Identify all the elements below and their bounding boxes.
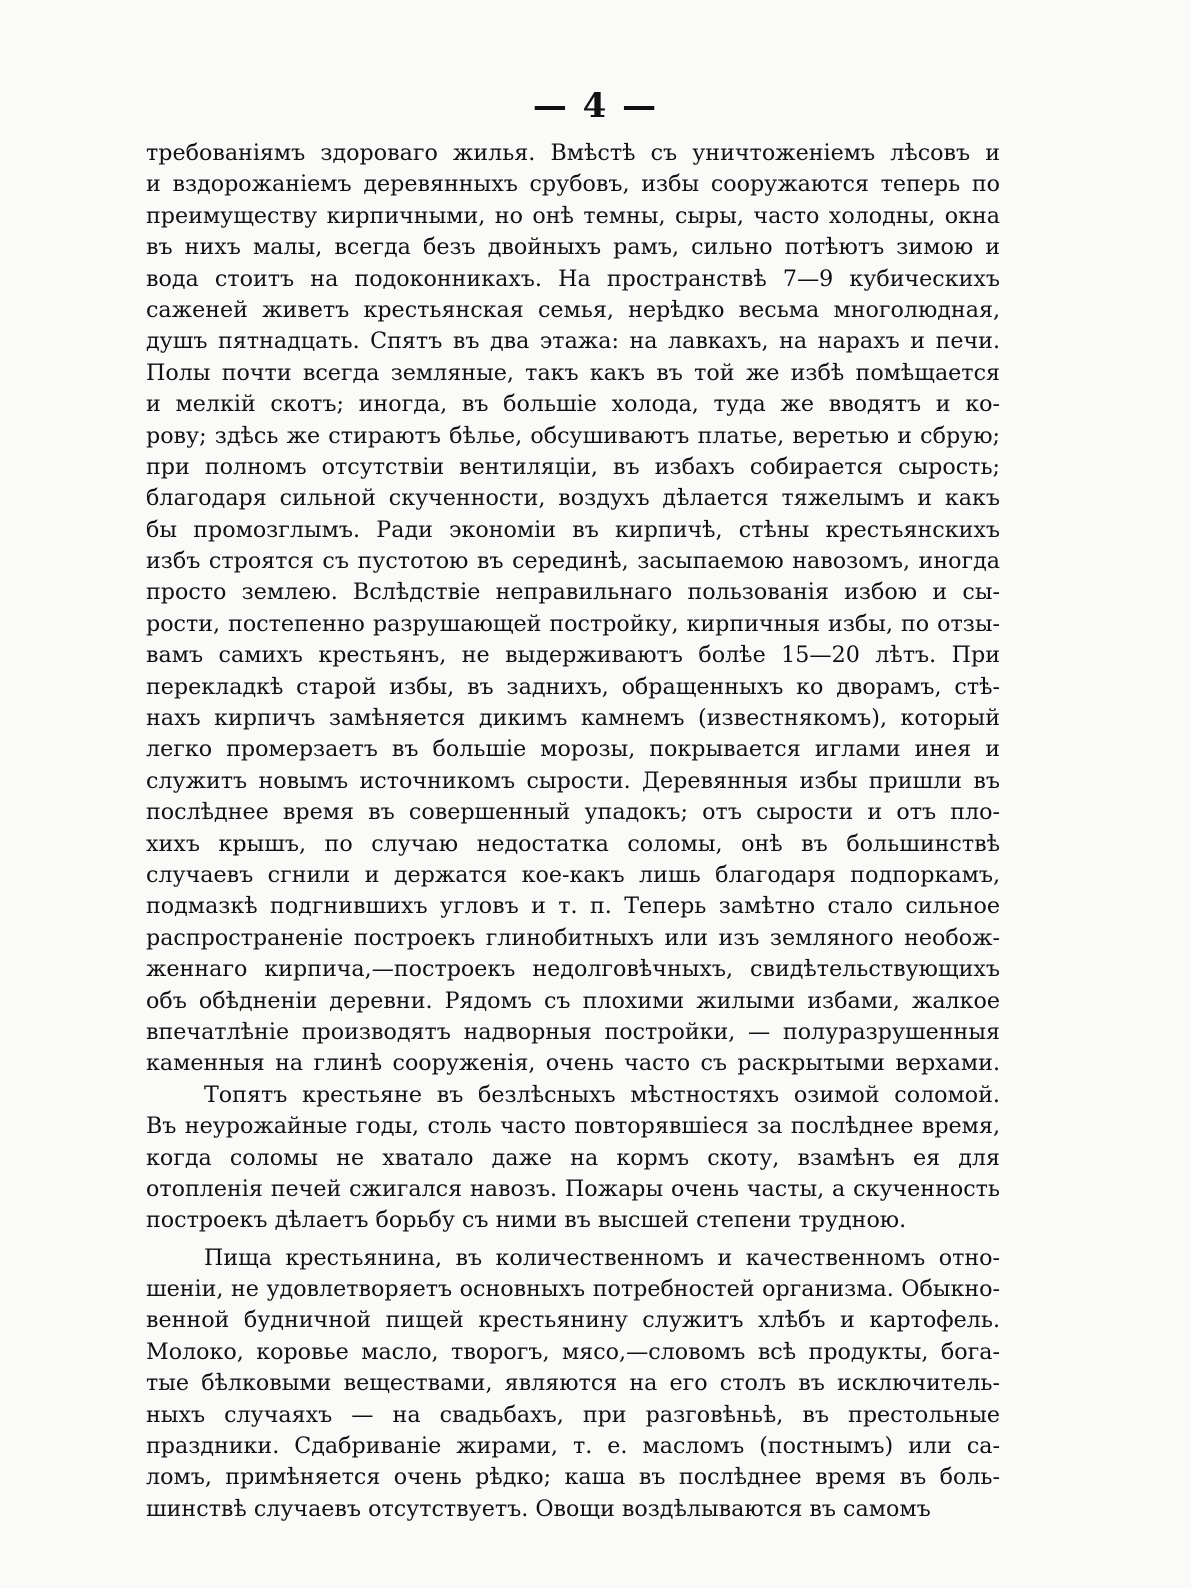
text-line: когда соломы не хватало даже на кормъ скоту, взамѣнъ ея для [146, 1144, 1000, 1171]
text-line: каменныя на глинѣ сооруженія, очень часто съ раскрытыми верхами. [146, 1050, 1000, 1077]
text-line: хихъ крышъ, по случаю недостатка соломы, онѣ въ большинствѣ [146, 830, 1000, 857]
text-line: легко промерзаетъ въ большіе морозы, покрывается иглами инея и [146, 736, 1000, 763]
text-line: преимуществу кирпичными, но онѣ темны, сыры, часто холодны, окна [146, 202, 1000, 229]
text-line: шинствѣ случаевъ отсутствуетъ. Овощи воздѣлываются въ самомъ [146, 1495, 931, 1522]
text-line: служитъ новымъ источникомъ сырости. Деревянныя избы пришли въ [146, 767, 1000, 794]
paragraph [146, 1080, 1000, 1237]
text-line: рости, постепенно разрушающей постройку, кирпичныя избы, по отзы- [146, 610, 1000, 637]
text-line: Топятъ крестьяне въ безлѣсныхъ мѣстностяхъ озимой соломой. [204, 1081, 1000, 1108]
text-line: вода стоитъ на подоконникахъ. На пространствѣ 7—9 кубическихъ [146, 265, 1000, 292]
text-line: требованіямъ здороваго жилья. Вмѣстѣ съ уничтоженіемъ лѣсовъ и [146, 140, 1000, 166]
text-line: просто землею. Вслѣдствіе неправильнаго пользованія избою и сы- [146, 579, 1000, 606]
text-line: Въ неурожайные годы, столь часто повторявшіеся за послѣднее время, [146, 1113, 1000, 1140]
paragraph [146, 138, 1000, 1080]
text-line: благодаря сильной скученности, воздухъ дѣлается тяжелымъ и какъ [146, 485, 1000, 512]
text-line: отопленія печей сжигался навозъ. Пожары очень часты, а скученность [146, 1175, 1000, 1202]
text-line: послѣднее время въ совершенный упадокъ; отъ сырости и отъ пло- [146, 799, 1000, 826]
text-line: саженей живетъ крестьянская семья, нерѣдко весьма многолюдная, [146, 296, 1000, 323]
text-line: рову; здѣсь же стираютъ бѣлье, обсушиваютъ платье, веретью и сбрую; [146, 422, 1000, 449]
text-line: впечатлѣніе производятъ надворныя постройки, — полуразрушенныя [146, 1018, 1000, 1045]
text-line: и вздорожаніемъ деревянныхъ срубовъ, избы сооружаются теперь по [146, 171, 1000, 198]
text-line: подмазкѣ подгнившихъ угловъ и т. п. Теперь замѣтно стало сильное [146, 893, 1000, 920]
text-line: распространеніе построекъ глинобитныхъ или изъ земляного необож- [146, 924, 1000, 951]
text-line: бы промозглымъ. Ради экономіи въ кирпичѣ, стѣны крестьянскихъ [146, 516, 1000, 543]
text-line: тые бѣлковыми веществами, являются на его столъ въ исключитель- [146, 1370, 1000, 1397]
text-line: шеніи, не удовлетворяетъ основныхъ потребностей организма. Обыкно- [146, 1276, 1000, 1303]
text-line: Пища крестьянина, въ количественномъ и качественномъ отно- [204, 1244, 1000, 1271]
text-line: перекладкѣ старой избы, въ заднихъ, обращенныхъ ко дворамъ, стѣ- [146, 673, 1000, 700]
text-line: ныхъ случаяхъ — на свадьбахъ, при разговѣньѣ, въ престольные [146, 1401, 1000, 1428]
text-line: ломъ, примѣняется очень рѣдко; каша въ послѣднее время въ боль- [146, 1464, 1000, 1491]
text-line: нахъ кирпичъ замѣняется дикимъ камнемъ (известнякомъ), который [146, 705, 1000, 732]
page-number: — 4 — [532, 86, 659, 126]
text-line: случаевъ сгнили и держатся кое-какъ лишь благодаря подпоркамъ, [146, 861, 1000, 888]
text-line: женнаго кирпича,—построекъ недолговѣчныхъ, свидѣтельствующихъ [146, 956, 1000, 983]
text-line: избъ строятся съ пустотою въ серединѣ, засыпаемою навозомъ, иногда [146, 548, 1000, 575]
text-line: венной будничной пищей крестьянину служитъ хлѣбъ и картофель. [146, 1307, 1000, 1334]
text-line: Молоко, коровье масло, творогъ, мясо,—словомъ всѣ продукты, бога- [146, 1338, 1000, 1365]
text-line: въ нихъ малы, всегда безъ двойныхъ рамъ, сильно потѣютъ зимою и [146, 234, 1000, 261]
text-line: вамъ самихъ крестьянъ, не выдерживаютъ болѣе 15—20 лѣтъ. При [146, 642, 1000, 669]
text-line: душъ пятнадцать. Спятъ въ два этажа: на лавкахъ, на нарахъ и печи. [146, 328, 1000, 355]
text-line: построекъ дѣлаетъ борьбу съ ними въ высшей степени трудною. [146, 1207, 907, 1234]
text-line: Полы почти всегда земляные, такъ какъ въ той же избѣ помѣщается [146, 359, 1000, 386]
body-text [146, 138, 1000, 1525]
text-line: и мелкій скотъ; иногда, въ большіе холода, туда же вводятъ и ко- [146, 391, 1000, 418]
text-line: объ обѣдненіи деревни. Рядомъ съ плохими жилыми избами, жалкое [146, 987, 1000, 1014]
paragraph [146, 1243, 1000, 1526]
text-line: праздники. Сдабриваніе жирами, т. е. масломъ (постнымъ) или са- [146, 1433, 1000, 1460]
text-line: при полномъ отсутствіи вентиляціи, въ избахъ собирается сырость; [146, 453, 1000, 480]
